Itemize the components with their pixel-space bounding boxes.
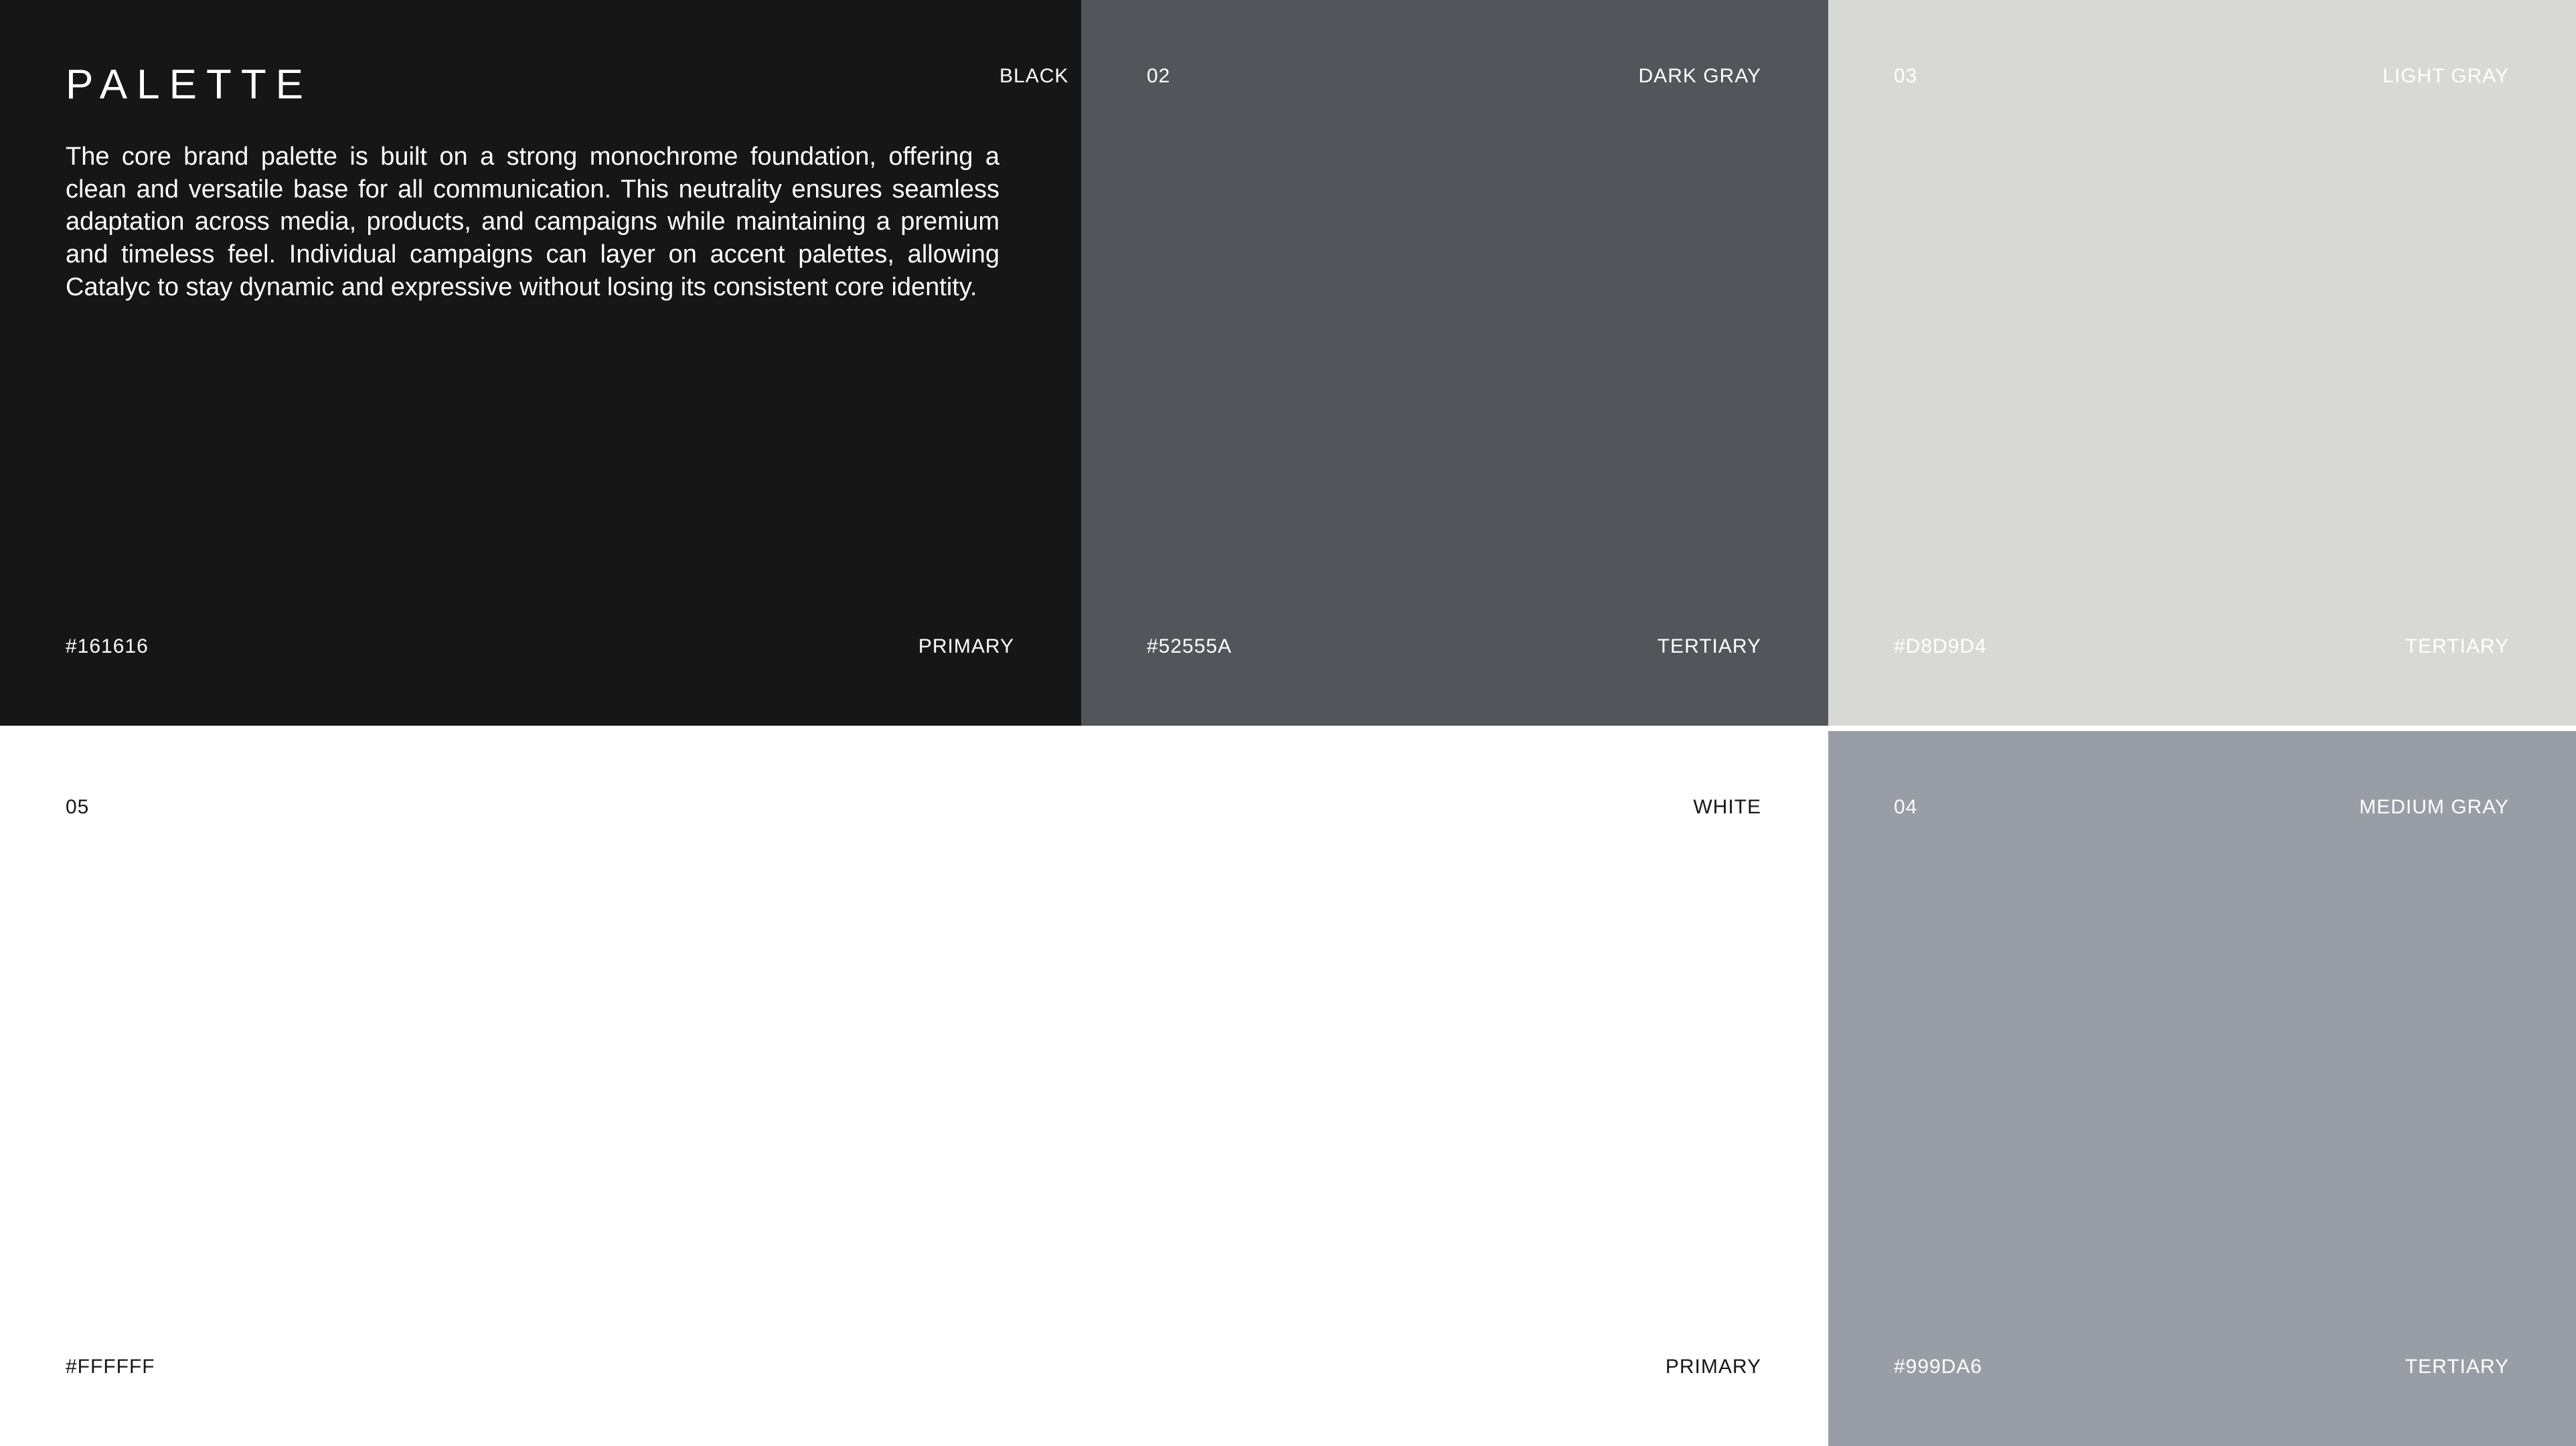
swatch-header [1894,64,2509,88]
color-name-label-black: BLACK [999,65,1069,87]
swatch-header [1894,795,2509,819]
role-label-white: PRIMARY [1665,1356,1761,1378]
page-title: PALETTE [66,62,313,108]
swatch-header [1147,64,1761,88]
hex-code-black: #161616 [66,635,149,657]
swatch-number-dark-gray: 02 [1147,65,1171,87]
hex-code-dark-gray: #52555A [1147,635,1232,657]
swatch-header [66,62,1069,303]
swatch-number-light-gray: 03 [1894,65,1918,87]
swatch-footer [66,1355,1761,1379]
swatch-footer [1147,635,1761,659]
color-name-label-light-gray: LIGHT GRAY [2383,65,2509,87]
swatch-panel-black [0,0,1081,726]
palette-description: The core brand palette is built on a strong monochrome foundation, offering a clean and versatile base for all communication. This neutrality ensures seamless adaptation across media, products, and campaigns while maintaining a premium and timeless feel. Individual campaigns can layer on accent palettes, allowing Catalyc to stay dynamic and expressive without losing its consistent core identity. [66,143,999,301]
swatch-footer [66,635,1014,659]
swatch-panel-white [0,731,1828,1446]
color-name-label-dark-gray: DARK GRAY [1638,65,1761,87]
swatch-intro [66,64,999,303]
swatch-panel-dark-gray [1081,0,1828,726]
role-label-medium-gray: TERTIARY [2405,1356,2509,1378]
swatch-number-white: 05 [66,796,90,818]
role-label-light-gray: TERTIARY [2405,635,2509,657]
color-name-label-medium-gray: MEDIUM GRAY [2359,796,2509,818]
role-label-dark-gray: TERTIARY [1657,635,1761,657]
hex-code-white: #FFFFFF [66,1356,155,1378]
palette-row-bottom [0,731,2576,1446]
hex-code-medium-gray: #999DA6 [1894,1356,1983,1378]
swatch-footer [1894,635,2509,659]
swatch-number-medium-gray: 04 [1894,796,1918,818]
role-label-black: PRIMARY [918,635,1014,657]
swatch-panel-light-gray [1828,0,2576,726]
swatch-header [66,795,1761,819]
swatch-panel-medium-gray [1828,731,2576,1446]
swatch-footer [1894,1355,2509,1379]
color-name-label-white: WHITE [1693,796,1761,818]
hex-code-light-gray: #D8D9D4 [1894,635,1987,657]
